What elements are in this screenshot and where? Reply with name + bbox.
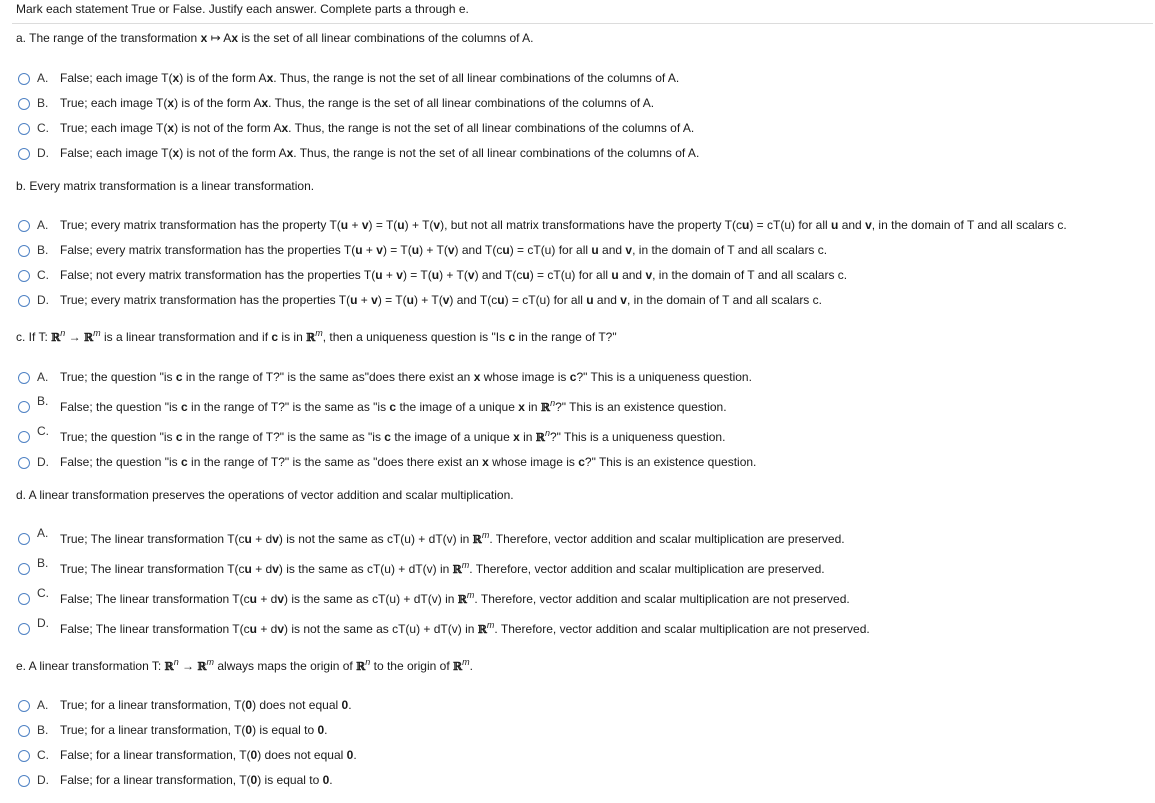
- option-letter: C.: [37, 748, 49, 762]
- option-text: True; the question "is c in the range of T?" is the same as "is c the image of a unique x in ℝ$^n$?" This is a uniqueness question.: [60, 428, 726, 444]
- radio-button[interactable]: [18, 148, 30, 160]
- option-text: True; every matrix transformation has the property T(u + v) = T(u) + T(v), but not all matrix transformations have the property T(cu) = cT(u) for all u and v, in the domain of T and all scalars c.: [60, 218, 1067, 232]
- option-letter: B.: [37, 723, 49, 737]
- option-text: True; for a linear transformation, T(0) is equal to 0.: [60, 723, 328, 737]
- radio-button[interactable]: [18, 623, 30, 635]
- radio-button[interactable]: [18, 533, 30, 545]
- question-e-prompt: e. A linear transformation T: ℝ$^n$ → ℝ$^m$ always maps the origin of ℝ$^n$ to the origin of ℝ$^m$.: [16, 657, 473, 673]
- question-c-prompt: c. If T: ℝ$^n$ → ℝ$^m$ is a linear transformation and if c is in ℝ$^m$, then a uniqueness question is "Is c in the range of T?": [16, 328, 617, 344]
- option-text: True; for a linear transformation, T(0) does not equal 0.: [60, 698, 352, 712]
- question-b-prompt: b. Every matrix transformation is a linear transformation.: [16, 179, 315, 193]
- option-text: True; the question "is c in the range of T?" is the same as"does there exist an x whose image is c?" This is a uniqueness question.: [60, 370, 752, 384]
- option-text: False; for a linear transformation, T(0) is equal to 0.: [60, 773, 333, 787]
- radio-button[interactable]: [18, 401, 30, 413]
- radio-button[interactable]: [18, 725, 30, 737]
- radio-button[interactable]: [18, 750, 30, 762]
- option-letter: C.: [37, 268, 49, 282]
- radio-button[interactable]: [18, 295, 30, 307]
- option-text: False; for a linear transformation, T(0) does not equal 0.: [60, 748, 357, 762]
- radio-button[interactable]: [18, 563, 30, 575]
- option-letter: A.: [37, 218, 49, 232]
- option-text: False; the question "is c in the range of T?" is the same as "does there exist an x whose image is c?" This is an existence question.: [60, 455, 757, 469]
- option-text: True; The linear transformation T(cu + dv) is the same as cT(u) + dT(v) in ℝ$^m$. Therefore, vector addition and scalar multiplication are preserved.: [60, 560, 825, 576]
- option-letter: B.: [37, 556, 49, 570]
- option-text: False; every matrix transformation has the properties T(u + v) = T(u) + T(v) and T(cu) = cT(u) for all u and v, in the domain of T and all scalars c.: [60, 243, 828, 257]
- option-letter: B.: [37, 394, 49, 408]
- radio-button[interactable]: [18, 270, 30, 282]
- question-a-prompt: a. The range of the transformation x ↦ Ax is the set of all linear combinations of the columns of A.: [16, 31, 534, 45]
- question-d-prompt: d. A linear transformation preserves the operations of vector addition and scalar multiplication.: [16, 488, 514, 502]
- radio-button[interactable]: [18, 431, 30, 443]
- option-text: True; The linear transformation T(cu + dv) is not the same as cT(u) + dT(v) in ℝ$^m$. Therefore, vector addition and scalar multiplication are preserved.: [60, 530, 845, 546]
- option-letter: C.: [37, 424, 49, 438]
- option-letter: D.: [37, 293, 49, 307]
- option-letter: A.: [37, 526, 49, 540]
- instructions: Mark each statement True or False. Justify each answer. Complete parts a through e.: [16, 2, 469, 16]
- divider: [12, 23, 1153, 24]
- option-text: False; not every matrix transformation has the properties T(u + v) = T(u) + T(v) and T(cu) = cT(u) for all u and v, in the domain of T and all scalars c.: [60, 268, 848, 282]
- option-text: False; each image T(x) is of the form Ax. Thus, the range is not the set of all linear combinations of the columns of A.: [60, 71, 680, 85]
- option-text: False; the question "is c in the range of T?" is the same as "is c the image of a unique x in ℝ$^n$?" This is an existence question.: [60, 398, 727, 414]
- option-text: True; every matrix transformation has the properties T(u + v) = T(u) + T(v) and T(cu) = cT(u) for all u and v, in the domain of T and all scalars c.: [60, 293, 822, 307]
- option-letter: D.: [37, 616, 49, 630]
- option-letter: A.: [37, 370, 49, 384]
- option-letter: C.: [37, 121, 49, 135]
- option-text: False; each image T(x) is not of the form Ax. Thus, the range is not the set of all linear combinations of the columns of A.: [60, 146, 700, 160]
- option-text: False; The linear transformation T(cu + dv) is the same as cT(u) + dT(v) in ℝ$^m$. Therefore, vector addition and scalar multiplication are not preserved.: [60, 590, 850, 606]
- option-letter: C.: [37, 586, 49, 600]
- option-letter: D.: [37, 773, 49, 787]
- option-letter: A.: [37, 698, 49, 712]
- radio-button[interactable]: [18, 775, 30, 787]
- option-letter: B.: [37, 96, 49, 110]
- radio-button[interactable]: [18, 457, 30, 469]
- option-letter: B.: [37, 243, 49, 257]
- option-letter: D.: [37, 146, 49, 160]
- radio-button[interactable]: [18, 593, 30, 605]
- option-letter: A.: [37, 71, 49, 85]
- option-text: False; The linear transformation T(cu + dv) is not the same as cT(u) + dT(v) in ℝ$^m$. Therefore, vector addition and scalar multiplication are not preserved.: [60, 620, 870, 636]
- radio-button[interactable]: [18, 220, 30, 232]
- radio-button[interactable]: [18, 700, 30, 712]
- radio-button[interactable]: [18, 372, 30, 384]
- option-text: True; each image T(x) is not of the form Ax. Thus, the range is not the set of all linear combinations of the columns of A.: [60, 121, 695, 135]
- radio-button[interactable]: [18, 98, 30, 110]
- option-text: True; each image T(x) is of the form Ax. Thus, the range is the set of all linear combinations of the columns of A.: [60, 96, 655, 110]
- radio-button[interactable]: [18, 245, 30, 257]
- radio-button[interactable]: [18, 73, 30, 85]
- option-letter: D.: [37, 455, 49, 469]
- radio-button[interactable]: [18, 123, 30, 135]
